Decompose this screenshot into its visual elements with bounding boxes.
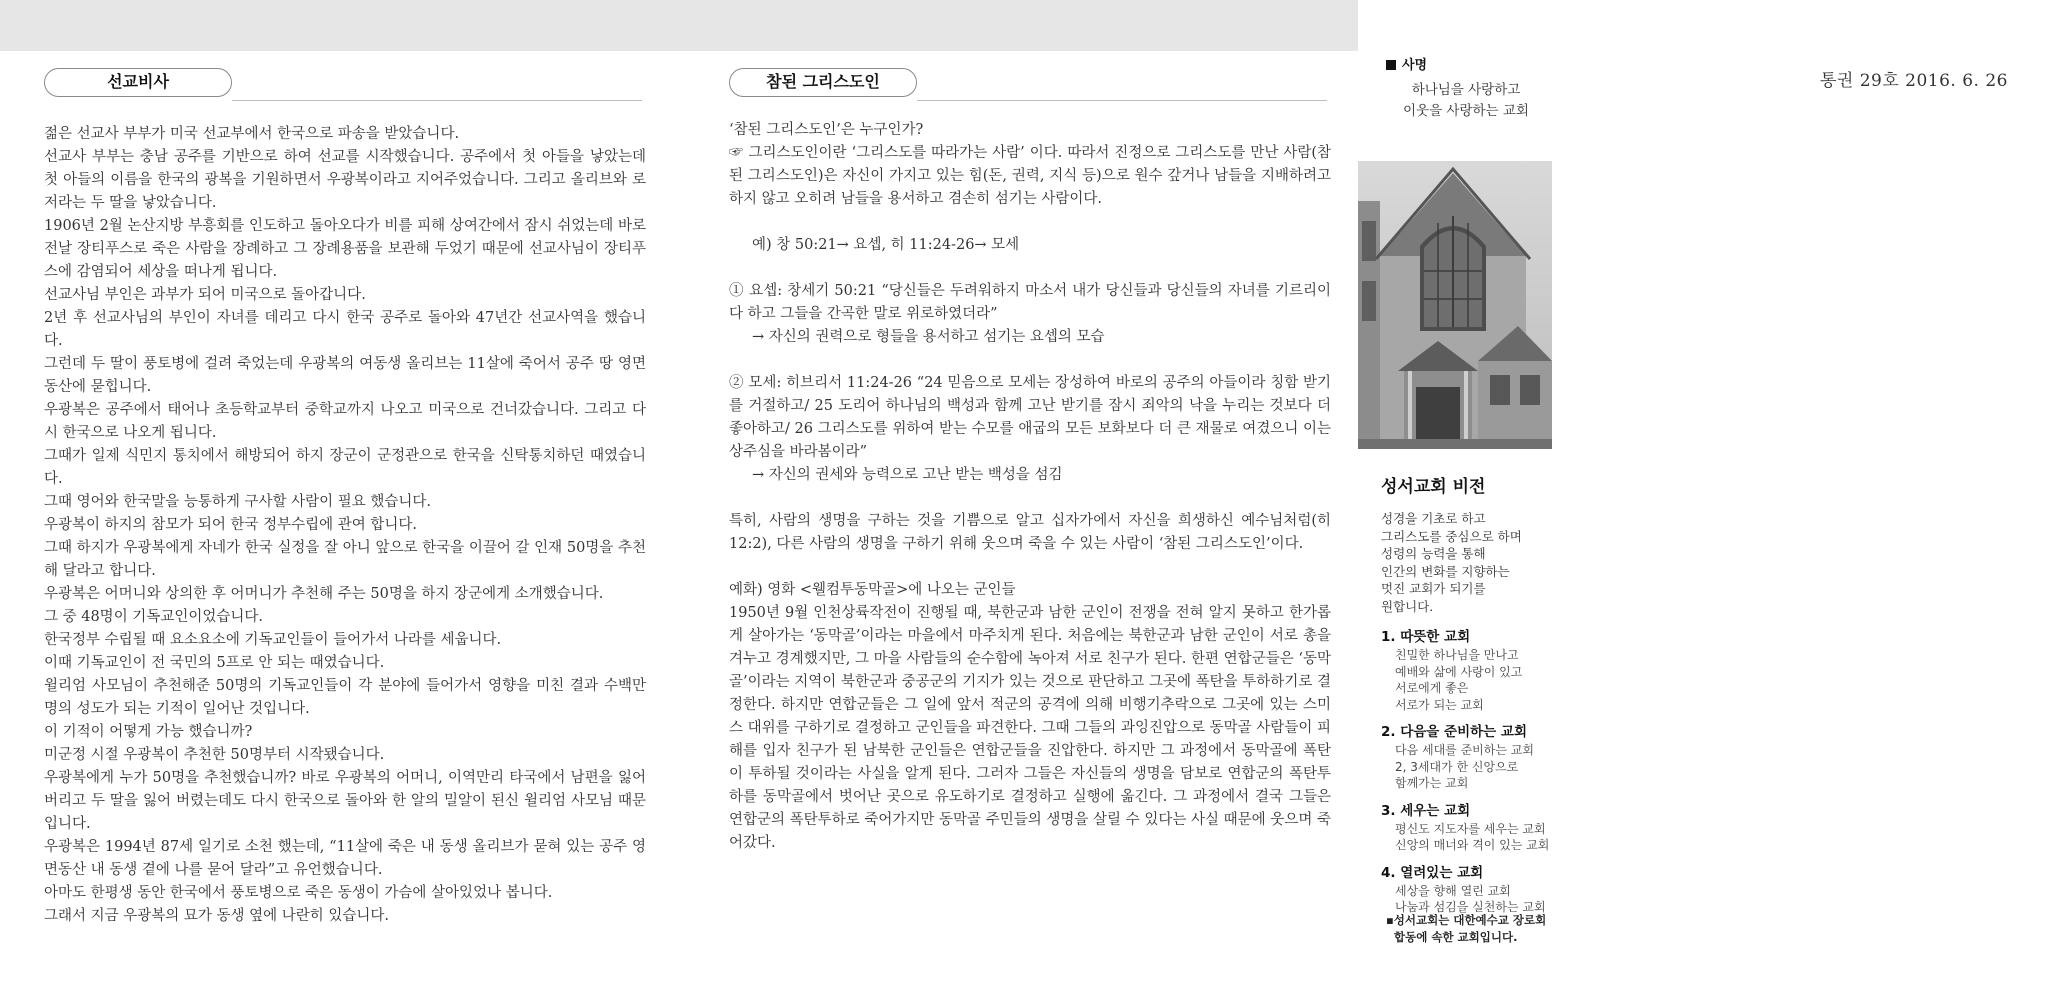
- paragraph: 선교사님 부인은 과부가 되어 미국으로 돌아갑니다.: [44, 287, 366, 303]
- section-heading-missionary: 선교비사: [44, 68, 232, 97]
- church-building-photo: [1358, 161, 1552, 449]
- denomination-note: [1386, 912, 1546, 946]
- vision-item-line: 나눔과 섬김을 실천하는 교회: [1395, 900, 1546, 914]
- note-line: 합동에 속한 교회입니다.: [1394, 930, 1518, 944]
- summary-paragraph: 특히, 사람의 생명을 구하는 것을 기쁨으로 알고 십자가에서 자신을 희생하신 예수님처럼(히 12:2), 다른 사람의 생명을 구하기 위해 웃으며 죽을 수 있는 사람이 ‘참된 그리스도인’이다.: [729, 513, 1331, 552]
- left-article: [44, 123, 646, 928]
- paragraph: 한국정부 수립될 때 요소요소에 기독교인들이 들어가서 나라를 세웁니다.: [44, 632, 502, 648]
- paragraph: 그 중 48명이 기독교인이었습니다.: [44, 609, 263, 625]
- vision-intro-line: 인간의 변화를 지향하는: [1381, 563, 1510, 579]
- paragraph: 이 기적이 어떻게 가능 했습니까?: [44, 724, 253, 740]
- moses-note: → 자신의 권세와 능력으로 고난 받는 백성을 섬김: [752, 467, 1063, 483]
- definition-paragraph: ☞ 그리스도인이란 ‘그리스도를 따라가는 사람’ 이다. 따라서 진정으로 그리스도를 만난 사람(참된 그리스도인)은 자신이 가지고 있는 힘(돈, 권력, 지식 등)으로 원수 갚거나 남들을 지배하려고 하지 않고 오히려 남들을 용서하고 겸손히 섬기는 사람이다.: [729, 145, 1331, 207]
- paragraph: 그런데 두 딸이 풍토병에 걸려 죽었는데 우광복의 여동생 올리브는 11살에 죽어서 공주 땅 영면동산에 묻힙니다.: [44, 356, 646, 395]
- vision-title: 성서교회 비전: [1381, 477, 1486, 497]
- question-line: ‘참된 그리스도인’은 누구인가?: [729, 122, 924, 138]
- movie-example-title: 예화) 영화 <웰컴투동막골>에 나오는 군인들: [729, 582, 1016, 598]
- vision-intro-line: 원합니다.: [1381, 598, 1434, 614]
- paragraph: 그때 하지가 우광복에게 자네가 한국 실정을 잘 아니 앞으로 한국을 이끌어 갈 인재 50명을 추천해 달라고 합니다.: [44, 540, 646, 579]
- top-gray-band: [0, 0, 1358, 51]
- vision-item: [1381, 723, 1581, 792]
- paragraph: 그때 영어와 한국말을 능통하게 구사할 사람이 필요 했습니다.: [44, 494, 432, 510]
- vision-intro-line: 그리스도를 중심으로 하며: [1381, 528, 1522, 544]
- vision-item-line: 서로에게 좋은: [1395, 681, 1469, 695]
- vision-item: [1381, 864, 1581, 916]
- paragraph: 젊은 선교사 부부가 미국 선교부에서 한국으로 파송을 받았습니다.: [44, 126, 460, 142]
- paragraph: 미군정 시절 우광복이 추천한 50명부터 시작됐습니다.: [44, 747, 385, 763]
- mission-line: 이웃을 사랑하는 교회: [1403, 103, 1529, 119]
- vision-item: [1381, 802, 1581, 854]
- paragraph: 그때가 일제 식민지 통치에서 해방되어 하지 장군이 군정관으로 한국을 신탁통치하던 때였습니다.: [44, 448, 646, 487]
- middle-article: [729, 119, 1331, 855]
- issue-date: 통권 29호 2016. 6. 26: [1819, 71, 2008, 91]
- joseph-item: ① 요셉: 창세기 50:21 “당신들은 두려워하지 마소서 내가 당신들과 당신들의 자녀를 기르리이다 하고 그들을 간곡한 말로 위로하였더라”: [729, 283, 1331, 322]
- vision-intro-line: 성령의 능력을 통해: [1381, 546, 1486, 561]
- mission-label: [1386, 54, 1427, 73]
- section-heading-true-christian: 참된 그리스도인: [729, 68, 917, 97]
- paragraph: 선교사 부부는 충남 공주를 기반으로 하여 선교를 시작했습니다. 공주에서 첫 아들을 낳았는데 첫 아들의 이름을 한국의 광복을 기원하면서 우광복이라고 지어주었습니다. 그리고 올리브와 로저라는 두 딸을 낳았습니다.: [44, 149, 646, 211]
- vision-item-title: 4. 열려있는 교회: [1381, 864, 1484, 881]
- heading-divider: [917, 100, 1327, 101]
- vision-intro: [1381, 510, 1522, 615]
- heading-divider: [232, 100, 642, 101]
- moses-item: ② 모세: 히브리서 11:24-26 “24 믿음으로 모세는 장성하여 바로의 공주의 아들이라 칭함 받기를 거절하고/ 25 도리어 하나님의 백성과 함께 고난 받기를 잠시 죄악의 낙을 누리는 것보다 더 좋아하고/ 26 그리스도를 위하여 받는 수모를 애굽의 모든 보화보다 더 큰 재물로 여겼으니 이는 상주심을 바라봄이라”: [729, 375, 1331, 460]
- movie-example-text: 1950년 9월 인천상륙작전이 진행될 때, 북한군과 남한 군인이 전쟁을 전혀 알지 못하고 한가롭게 살아가는 ‘동막골’이라는 마을에서 마주치게 된다. 처음에는 북한군과 남한 군인이 서로 총을 겨누고 경계했지만, 그 마을 사람들의 순수함에 녹아져 서로 친구가 된다. 한편 연합군들은 ‘동막골’이라는 지역이 북한군과 중공군의 기지가 있는 것으로 판단하고 그곳에 폭탄을 투하하기로 결정한다. 하지만 연합군들은 그 일에 앞서 적군의 공격에 의해 비행기추락으로 그곳에 있는 스미스 대위를 구하기로 결정하고 군인들을 파견한다. 그때 그들의 과잉진압으로 동막골 사람들이 피해를 입자 친구가 된 남북한 군인들은 연합군들을 진압한다. 하지만 그 과정에서 동막골에 폭탄이 투하될 것이라는 사실을 알게 된다. 그러자 그들은 자신들의 생명을 담보로 연합군의 폭탄투하를 동막골에서 벗어난 곳으로 유도하기로 결정하고 실행에 옮긴다. 그 과정에서 결국 그들은 연합군의 폭탄투하로 죽어가지만 동막골 주민들의 생명을 살릴 수 있다는 사실 때문에 웃으며 죽어갔다.: [729, 605, 1331, 851]
- paragraph: 이때 기독교인이 전 국민의 5프로 안 되는 때였습니다.: [44, 655, 385, 671]
- paragraph: 윌리엄 사모님이 추천해준 50명의 기독교인들이 각 분야에 들어가서 영향을 미친 결과 수백만 명의 성도가 되는 기적이 일어난 것입니다.: [44, 678, 646, 717]
- example-references: 예) 창 50:21→ 요셉, 히 11:24-26→ 모세: [752, 237, 1020, 253]
- joseph-note: → 자신의 권력으로 형들을 용서하고 섬기는 요셉의 모습: [752, 329, 1105, 345]
- paragraph: 우광복은 공주에서 태어나 초등학교부터 중학교까지 나오고 미국으로 건너갔습니다. 그리고 다시 한국으로 나오게 됩니다.: [44, 402, 646, 441]
- vision-intro-line: 멋진 교회가 되기를: [1381, 581, 1486, 596]
- paragraph: 우광복에게 누가 50명을 추천했습니까? 바로 우광복의 어머니, 이역만리 타국에서 남편을 잃어버리고 두 딸을 잃어 버렸는데도 다시 한국으로 돌아와 한 알의 밀알이 된신 윌리엄 사모님 때문입니다.: [44, 770, 646, 832]
- note-line: ▪성서교회는 대한예수교 장로회: [1386, 913, 1547, 927]
- vision-item-line: 예배와 삶에 사랑이 있고: [1395, 664, 1523, 679]
- paragraph: 우광복이 하지의 참모가 되어 한국 정부수립에 관여 합니다.: [44, 517, 418, 533]
- mission-label-text: 사명: [1402, 58, 1428, 73]
- paragraph: 우광복은 어머니와 상의한 후 어머니가 추천해 주는 50명을 하지 장군에게 소개했습니다.: [44, 586, 604, 602]
- square-bullet-icon: [1386, 60, 1396, 70]
- vision-item-line: 2, 3세대가 한 신앙으로: [1395, 759, 1519, 774]
- vision-item-line: 신앙의 매너와 격이 있는 교회: [1395, 838, 1550, 852]
- vision-item-title: 3. 세우는 교회: [1381, 802, 1471, 819]
- vision-item: [1381, 628, 1581, 713]
- vision-item-title: 2. 다음을 준비하는 교회: [1381, 724, 1527, 740]
- vision-item-title: 1. 따뜻한 교회: [1381, 629, 1471, 645]
- paragraph: 그래서 지금 우광복의 묘가 동생 옆에 나란히 있습니다.: [44, 908, 390, 924]
- vision-item-line: 서로가 되는 교회: [1395, 697, 1484, 712]
- vision-intro-line: 성경을 기초로 하고: [1381, 511, 1486, 526]
- vision-list: [1381, 628, 1581, 926]
- paragraph: 우광복은 1994년 87세 일기로 소천 했는데, “11살에 죽은 내 동생 올리브가 묻혀 있는 공주 영면동산 내 동생 곁에 나를 묻어 달라”고 유언했습니다.: [44, 839, 646, 878]
- vision-item-line: 친밀한 하나님을 만나고: [1395, 648, 1519, 662]
- vision-item-line: 세상을 향해 열린 교회: [1395, 883, 1511, 898]
- vision-item-line: 다음 세대를 준비하는 교회: [1395, 743, 1534, 757]
- paragraph: 2년 후 선교사님의 부인이 자녀를 데리고 다시 한국 공주로 돌아와 47년간 선교사역을 했습니다.: [44, 310, 646, 349]
- paragraph: 1906년 2월 논산지방 부흥회를 인도하고 돌아오다가 비를 피해 상여간에서 잠시 쉬었는데 바로 전날 장티푸스로 죽은 사람을 장례하고 그 장례용품을 보관해 두었기 때문에 선교사님이 장티푸스에 감염되어 세상을 떠나게 됩니다.: [44, 218, 646, 280]
- mission-statement: [1391, 80, 1541, 122]
- paragraph: 아마도 한평생 동안 한국에서 풍토병으로 죽은 동생이 가슴에 살아있었나 봅니다.: [44, 885, 553, 901]
- vision-item-line: 평신도 지도자를 세우는 교회: [1395, 821, 1546, 836]
- mission-line: 하나님을 사랑하고: [1411, 82, 1521, 98]
- vision-item-line: 함께가는 교회: [1395, 776, 1469, 790]
